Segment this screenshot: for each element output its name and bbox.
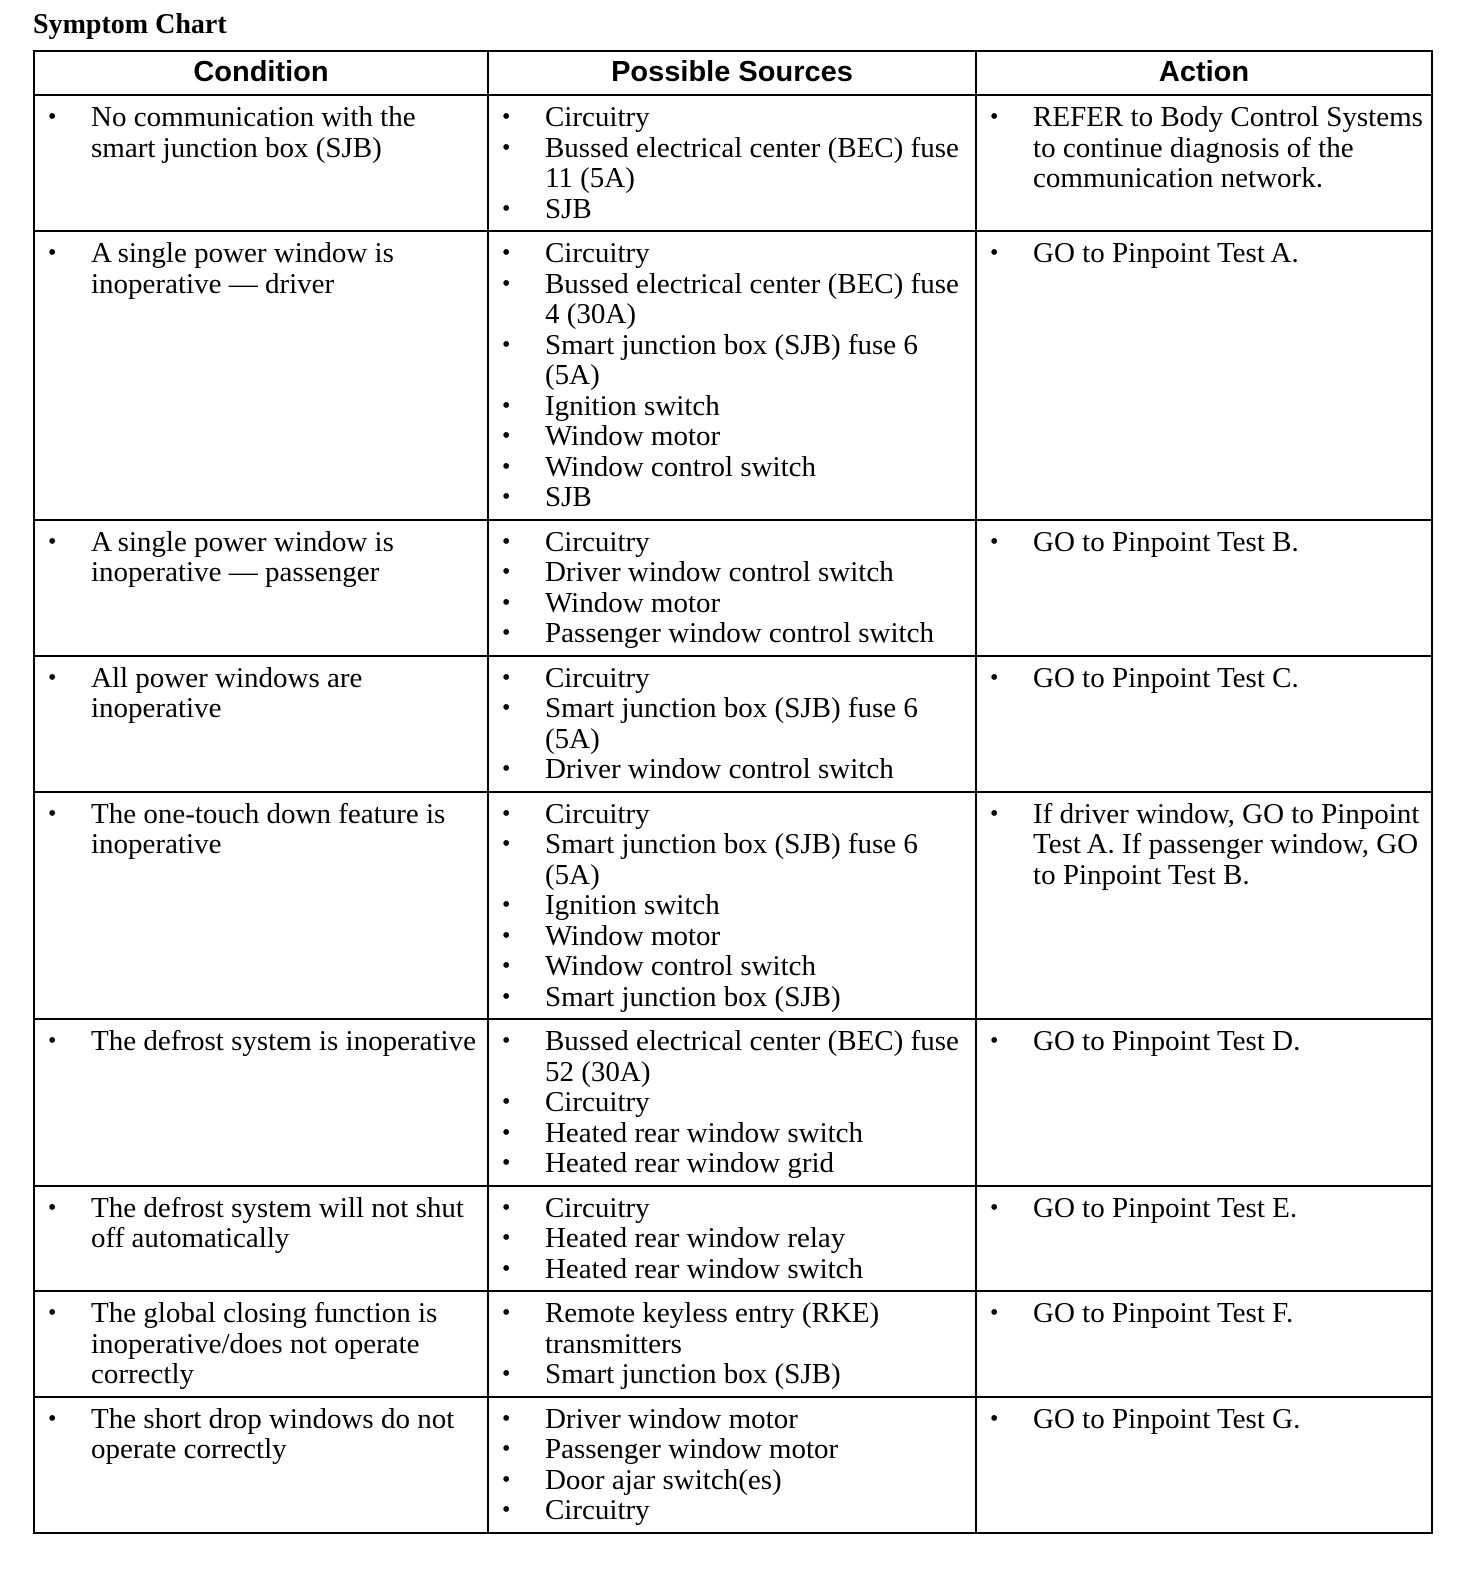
source-item: • Driver window control switch — [495, 754, 971, 785]
source-item: • Heated rear window switch — [495, 1118, 971, 1149]
condition-cell — [34, 1291, 488, 1397]
source-item: • Bussed electrical center (BEC) fuse 11 (5A) — [495, 133, 971, 194]
sources-cell — [488, 231, 976, 520]
action-text: • GO to Pinpoint Test D. — [983, 1026, 1427, 1057]
condition-cell — [34, 1019, 488, 1186]
condition-text: • No communication with the smart junction box (SJB) — [41, 102, 483, 163]
source-item: • Circuitry — [495, 238, 971, 269]
table-row — [34, 231, 1432, 520]
action-text: • GO to Pinpoint Test B. — [983, 527, 1427, 558]
action-text: • GO to Pinpoint Test C. — [983, 663, 1427, 694]
action-cell — [976, 1397, 1432, 1533]
page-title: Symptom Chart — [33, 9, 227, 40]
source-item: • Circuitry — [495, 663, 971, 694]
condition-cell — [34, 231, 488, 520]
sources-cell — [488, 95, 976, 231]
condition-text: • The defrost system is inoperative — [41, 1026, 483, 1057]
action-cell — [976, 520, 1432, 656]
action-cell — [976, 1186, 1432, 1292]
source-item: • Window motor — [495, 588, 971, 619]
source-item: • SJB — [495, 194, 971, 225]
source-item: • Heated rear window grid — [495, 1148, 971, 1179]
source-item: • Window control switch — [495, 951, 971, 982]
symptom-chart-table — [33, 50, 1433, 1534]
source-item: • Bussed electrical center (BEC) fuse 52 (30A) — [495, 1026, 971, 1087]
source-item: • Circuitry — [495, 1193, 971, 1224]
action-cell — [976, 792, 1432, 1020]
action-cell — [976, 95, 1432, 231]
sources-cell — [488, 1397, 976, 1533]
action-text: • If driver window, GO to Pinpoint Test A. If passenger window, GO to Pinpoint Test B. — [983, 799, 1427, 891]
source-item: • Window motor — [495, 421, 971, 452]
action-text: • GO to Pinpoint Test A. — [983, 238, 1427, 269]
condition-cell — [34, 792, 488, 1020]
column-header-possible-sources: Possible Sources — [488, 51, 976, 95]
action-cell — [976, 1019, 1432, 1186]
source-item: • Ignition switch — [495, 890, 971, 921]
source-item: • Remote keyless entry (RKE) transmitters — [495, 1298, 971, 1359]
table-row — [34, 520, 1432, 656]
column-header-condition: Condition — [34, 51, 488, 95]
source-item: • Smart junction box (SJB) — [495, 1359, 971, 1390]
condition-text: • All power windows are inoperative — [41, 663, 483, 724]
source-item: • Circuitry — [495, 1495, 971, 1526]
sources-cell — [488, 792, 976, 1020]
sources-cell — [488, 1019, 976, 1186]
action-text: • GO to Pinpoint Test E. — [983, 1193, 1427, 1224]
action-cell — [976, 231, 1432, 520]
table-row — [34, 1019, 1432, 1186]
source-item: • Smart junction box (SJB) — [495, 982, 971, 1013]
source-item: • Circuitry — [495, 102, 971, 133]
condition-text: • A single power window is inoperative — passenger — [41, 527, 483, 588]
condition-cell — [34, 656, 488, 792]
source-item: • Circuitry — [495, 799, 971, 830]
table-header-row — [34, 51, 1432, 95]
sources-cell — [488, 656, 976, 792]
condition-text: • The short drop windows do not operate correctly — [41, 1404, 483, 1465]
source-item: • Heated rear window relay — [495, 1223, 971, 1254]
action-text: • GO to Pinpoint Test G. — [983, 1404, 1427, 1435]
source-item: • Bussed electrical center (BEC) fuse 4 (30A) — [495, 269, 971, 330]
source-item: • Ignition switch — [495, 391, 971, 422]
source-item: • Driver window control switch — [495, 557, 971, 588]
source-item: • Door ajar switch(es) — [495, 1465, 971, 1496]
source-item: • Circuitry — [495, 527, 971, 558]
source-item: • Circuitry — [495, 1087, 971, 1118]
table-row — [34, 1186, 1432, 1292]
condition-cell — [34, 520, 488, 656]
action-cell — [976, 1291, 1432, 1397]
condition-text: • The defrost system will not shut off automatically — [41, 1193, 483, 1254]
source-item: • Smart junction box (SJB) fuse 6 (5A) — [495, 693, 971, 754]
sources-cell — [488, 520, 976, 656]
condition-text: • A single power window is inoperative — driver — [41, 238, 483, 299]
table-row — [34, 792, 1432, 1020]
table-row — [34, 95, 1432, 231]
table-row — [34, 1291, 1432, 1397]
source-item: • Window motor — [495, 921, 971, 952]
source-item: • Smart junction box (SJB) fuse 6 (5A) — [495, 330, 971, 391]
sources-cell — [488, 1291, 976, 1397]
column-header-action: Action — [976, 51, 1432, 95]
sources-cell — [488, 1186, 976, 1292]
condition-text: • The one-touch down feature is inoperative — [41, 799, 483, 860]
source-item: • Window control switch — [495, 452, 971, 483]
action-cell — [976, 656, 1432, 792]
condition-cell — [34, 1186, 488, 1292]
source-item: • Passenger window control switch — [495, 618, 971, 649]
action-text: • GO to Pinpoint Test F. — [983, 1298, 1427, 1329]
source-item: • Passenger window motor — [495, 1434, 971, 1465]
source-item: • SJB — [495, 482, 971, 513]
condition-cell — [34, 1397, 488, 1533]
source-item: • Driver window motor — [495, 1404, 971, 1435]
condition-cell — [34, 95, 488, 231]
source-item: • Heated rear window switch — [495, 1254, 971, 1285]
action-text: • REFER to Body Control Systems to continue diagnosis of the communication network. — [983, 102, 1427, 194]
condition-text: • The global closing function is inoperative/does not operate correctly — [41, 1298, 483, 1390]
table-row — [34, 1397, 1432, 1533]
source-item: • Smart junction box (SJB) fuse 6 (5A) — [495, 829, 971, 890]
table-row — [34, 656, 1432, 792]
